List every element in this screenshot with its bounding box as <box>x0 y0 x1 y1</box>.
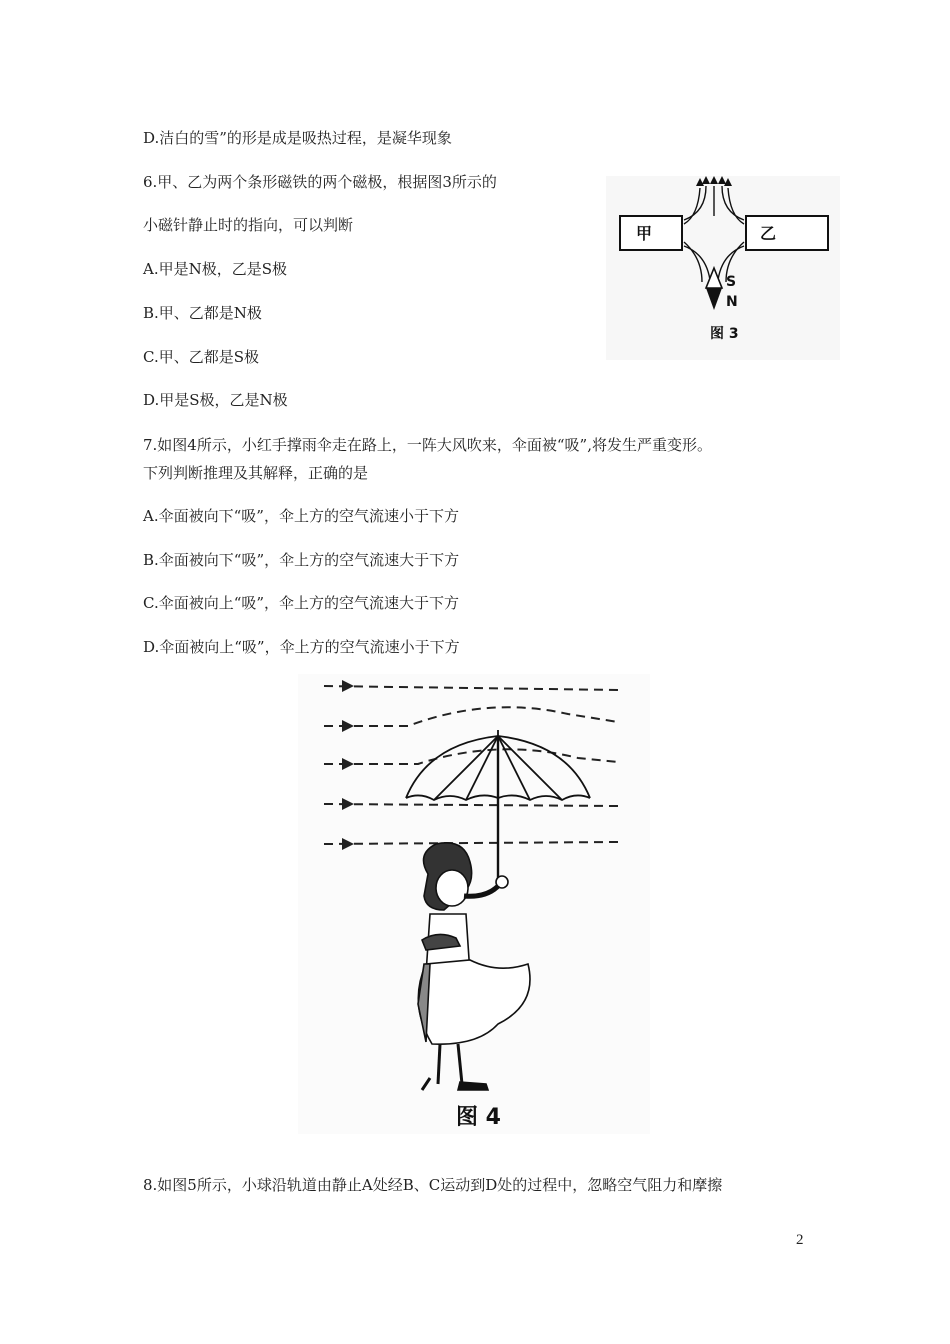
q6-option-d: D.甲是S极，乙是N极 <box>143 391 288 409</box>
figure-4-caption: 图 4 <box>456 1105 501 1130</box>
q8-stem-line1: 8.如图5所示，小球沿轨道由静止A处经B、C运动到D处的过程中，忽略空气阻力和摩擦 <box>143 1176 723 1194</box>
q7-option-a: A.伞面被向下“吸”，伞上方的空气流速小于下方 <box>143 507 459 525</box>
q7-option-d: D.伞面被向上“吸”，伞上方的空气流速小于下方 <box>143 638 460 656</box>
q6-stem-line1: 6.甲、乙为两个条形磁铁的两个磁极，根据图3所示的 <box>143 173 497 191</box>
figure-3-caption: 图 3 <box>710 326 739 342</box>
magnet-left-label: 甲 <box>636 224 653 243</box>
q7-stem-line1: 7.如图4所示，小红手撑雨伞走在路上，一阵大风吹来，伞面被“吸”,将发生严重变形。 <box>143 436 712 454</box>
q6-option-c: C.甲、乙都是S极 <box>143 348 259 366</box>
figure-3 <box>606 176 840 360</box>
q6-stem-line2: 小磁针静止时的指向，可以判断 <box>143 216 354 234</box>
q7-stem-line2: 下列判断推理及其解释，正确的是 <box>143 464 369 482</box>
needle-n-label: N <box>726 294 738 310</box>
q7-option-b: B.伞面被向下“吸”，伞上方的空气流速大于下方 <box>143 551 460 569</box>
page-number: 2 <box>796 1232 804 1248</box>
figure-4 <box>298 674 650 1134</box>
q6-option-a: A.甲是N极，乙是S极 <box>143 260 288 278</box>
magnet-right <box>746 216 828 250</box>
q6-option-b: B.甲、乙都是N极 <box>143 304 262 322</box>
q5-option-d: D.洁白的雪”的形是成是吸热过程，是凝华现象 <box>143 129 452 147</box>
magnet-right-label: 乙 <box>760 224 777 243</box>
q7-option-c: C.伞面被向上“吸”，伞上方的空气流速大于下方 <box>143 594 460 612</box>
needle-s-label: S <box>726 274 737 290</box>
